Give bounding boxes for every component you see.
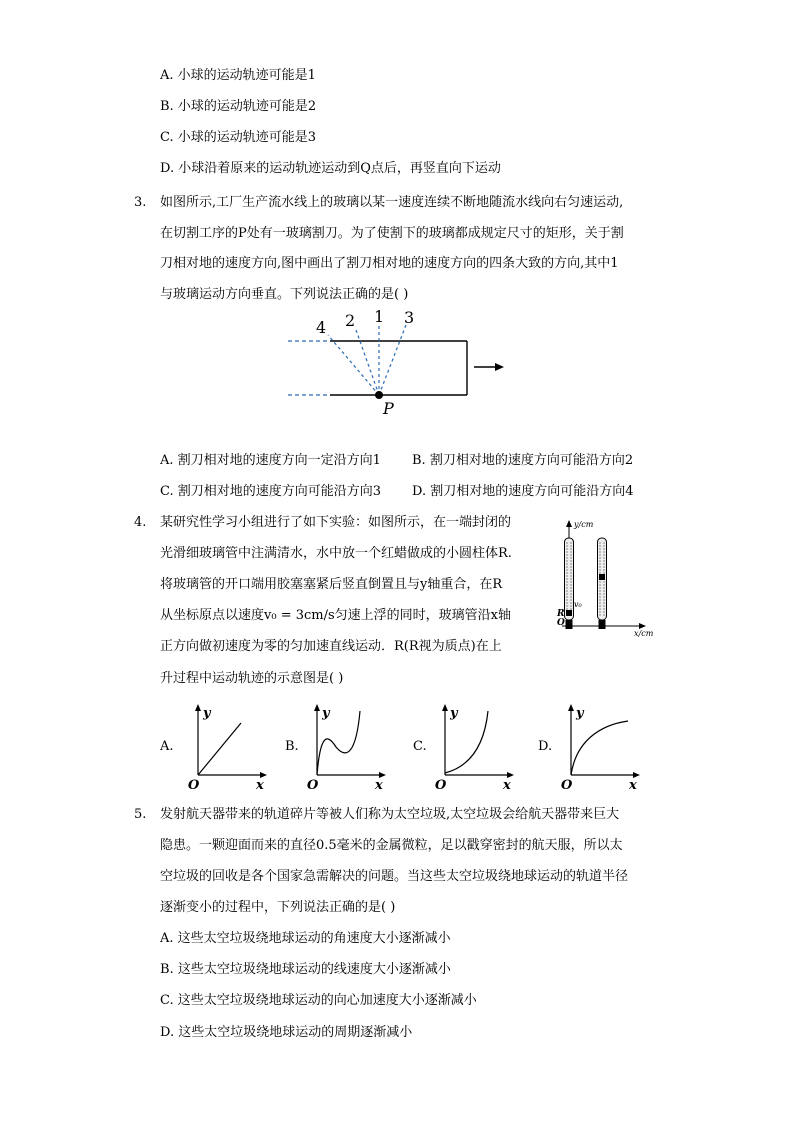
label-1: 1 (374, 307, 385, 326)
label-3: 3 (404, 308, 415, 327)
graph-y-label: y (450, 706, 458, 721)
graph-origin-label: O (561, 778, 573, 793)
q5-text-line: 逐渐变小的过程中，下列说法正确的是( ) (160, 900, 396, 915)
graph-y-label: y (576, 706, 584, 721)
q3-text-line: 刀相对地的速度方向,图中画出了割刀相对地的速度方向的四条大致的方向,其中1 (160, 256, 619, 271)
graph-x-label: x (375, 778, 383, 793)
wax-block-right (599, 574, 605, 580)
q5-text-line: 隐患。一颗迎面而来的直径0.5毫米的金属微粒，足以戳穿密封的航天服，所以太 (160, 838, 623, 853)
graph-a (185, 703, 270, 795)
direction-2-line (355, 327, 379, 395)
graph-c (432, 703, 517, 795)
q4-option-a: A. (160, 739, 174, 754)
q4-text-line: 光滑细玻璃管中注满清水，水中放一个红蜡做成的小圆柱体R. (160, 546, 512, 561)
graph-y-label: y (203, 706, 211, 721)
graph-b (304, 703, 389, 795)
q3-text-line: 在切割工序的P处有一玻璃割刀。为了使割下的玻璃都成规定尺寸的矩形，关于割 (160, 226, 624, 241)
graph-y-axis-arrow (568, 704, 574, 711)
q4-option-d: D. (538, 739, 553, 754)
trajectory-concave-down (571, 721, 628, 775)
q5-number: 5. (134, 807, 147, 822)
y-axis-arrow (566, 520, 572, 527)
graph-x-label: x (629, 778, 637, 793)
q3-option-c: C. 割刀相对地的速度方向可能沿方向3 (160, 484, 382, 499)
q3-number: 3. (134, 195, 147, 210)
stopper-left (566, 620, 573, 629)
graph-y-axis-arrow (442, 704, 448, 711)
q4-text-line: 正方向做初速度为零的匀加速直线运动．R(R视为质点)在上 (160, 639, 502, 654)
label-4: 4 (316, 318, 327, 337)
q4-tube-figure (548, 512, 668, 637)
q2-option-d: D. 小球沿着原来的运动轨迹运动到Q点后，再竖直向下运动 (160, 161, 501, 176)
label-o: O (557, 618, 565, 628)
glass-tube-left (565, 538, 574, 620)
q5-text-line: 空垃圾的回收是各个国家急需解决的问题。当这些太空垃圾绕地球运动的轨道半径 (160, 869, 629, 884)
stopper-right (599, 620, 606, 629)
q2-option-a: A. 小球的运动轨迹可能是1 (160, 68, 316, 83)
q4-text-line: 将玻璃管的开口端用胶塞塞紧后竖直倒置且与y轴重合，在R (160, 577, 503, 592)
q4-number: 4. (134, 515, 147, 530)
graph-y-axis-arrow (314, 704, 320, 711)
y-axis-label: y/cm (574, 520, 594, 529)
q2-option-c: C. 小球的运动轨迹可能是3 (160, 130, 317, 145)
graph-d (558, 703, 643, 795)
q4-text-line: 升过程中运动轨迹的示意图是( ) (160, 671, 344, 686)
graph-x-label: x (256, 778, 264, 793)
motion-arrow-head (495, 363, 504, 371)
direction-3-line (379, 325, 406, 395)
q4-option-c: C. (413, 739, 427, 754)
wax-block-left (566, 610, 572, 616)
graph-origin-label: O (188, 778, 200, 793)
q5-option-a: A. 这些太空垃圾绕地球运动的角速度大小逐渐减小 (160, 931, 451, 946)
q4-option-b: B. (285, 739, 299, 754)
x-axis-label: x/cm (634, 629, 654, 637)
trajectory-straight (198, 723, 241, 775)
label-v0: v₀ (574, 600, 582, 609)
graph-origin-label: O (435, 778, 447, 793)
q5-option-b: B. 这些太空垃圾绕地球运动的线速度大小逐渐减小 (160, 962, 451, 977)
q3-text-line: 如图所示,工厂生产流水线上的玻璃以某一速度连续不断地随流水线向右匀速运动, (160, 195, 624, 210)
label-p: P (383, 399, 394, 418)
q3-option-b: B. 割刀相对地的速度方向可能沿方向2 (412, 453, 634, 468)
graph-y-label: y (322, 706, 330, 721)
graph-origin-label: O (307, 778, 319, 793)
label-r: R (557, 609, 565, 619)
q5-text-line: 发射航天器带来的轨道碎片等被人们称为太空垃圾,太空垃圾会给航天器带来巨大 (160, 807, 620, 822)
label-2: 2 (345, 311, 356, 330)
direction-4-line (328, 335, 379, 395)
q2-option-b: B. 小球的运动轨迹可能是2 (160, 99, 317, 114)
q3-option-a: A. 割刀相对地的速度方向一定沿方向1 (160, 453, 381, 468)
cutter-point (375, 391, 383, 399)
q5-option-c: C. 这些太空垃圾绕地球运动的向心加速度大小逐渐减小 (160, 993, 477, 1008)
q3-glass-cutting-figure (282, 305, 512, 420)
q3-text-line: 与玻璃运动方向垂直。下列说法正确的是( ) (160, 287, 409, 302)
graph-y-axis-arrow (195, 704, 201, 711)
q4-text-line: 从坐标原点以速度v₀ = 3cm/s匀速上浮的同时，玻璃管沿x轴 (160, 608, 511, 623)
q4-text-line: 某研究性学习小组进行了如下实验：如图所示，在一端封闭的 (160, 515, 512, 530)
q5-option-d: D. 这些太空垃圾绕地球运动的周期逐渐减小 (160, 1025, 413, 1040)
q3-option-d: D. 割刀相对地的速度方向可能沿方向4 (412, 484, 634, 499)
graph-x-label: x (503, 778, 511, 793)
